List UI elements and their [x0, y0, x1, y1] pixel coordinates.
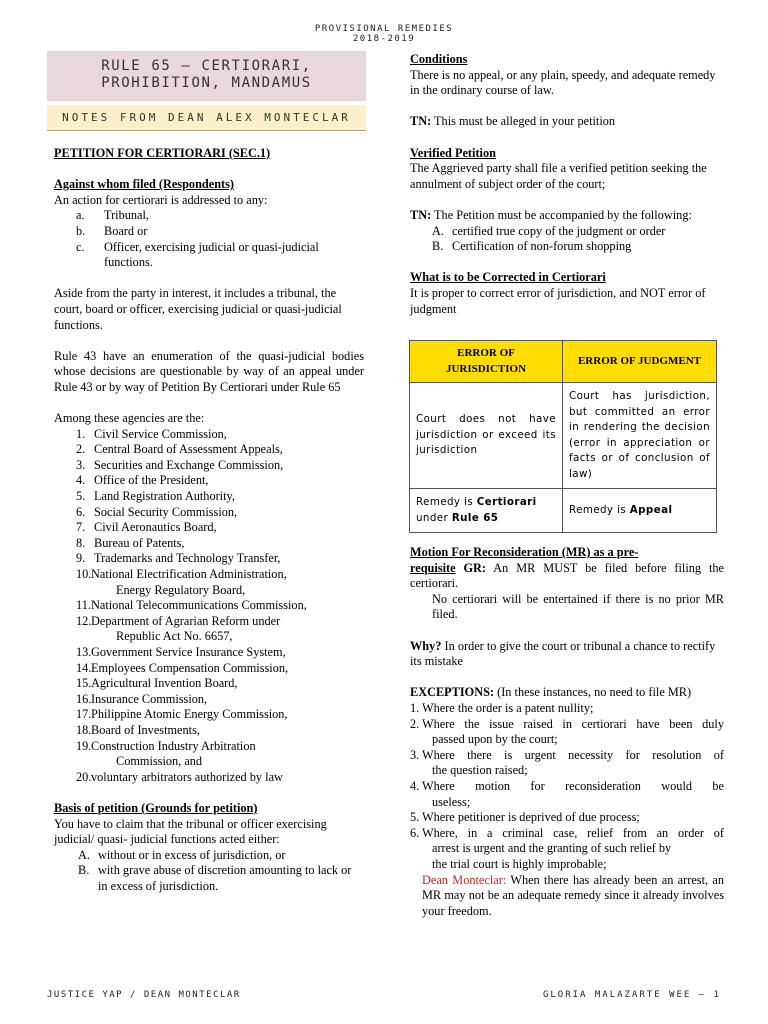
why-note: Why? In order to give the court or tribunal a chance to rectify its mistake — [410, 638, 716, 669]
tn-note-1: TN: This must be alleged in your petition — [410, 114, 616, 129]
list-item: b. Board or — [76, 223, 148, 238]
table-cell: Remedy is Certiorari under Rule 65 — [410, 489, 563, 533]
list-item: 20. voluntary arbitrators authorized by law — [76, 769, 283, 784]
error-comparison-table — [409, 340, 717, 533]
list-item: c. Officer, exercising judicial or quasi-judicial functions. — [76, 239, 319, 270]
list-item: 15. Agricultural Invention Board, — [76, 676, 238, 691]
list-item: 8. Bureau of Patents, — [76, 535, 185, 550]
subtitle-banner: NOTES FROM DEAN ALEX MONTECLAR — [47, 105, 366, 131]
title-banner — [47, 51, 366, 101]
grounds-list — [54, 848, 364, 895]
table-row — [410, 489, 717, 533]
agencies-intro: Among these agencies are the: — [54, 411, 205, 426]
dean-note: Dean Monteclar: When there has already been an arrest, an MR may not be an adequate remedy since it already involves your freedom. — [422, 872, 724, 918]
table-cell: Court does not have jurisdiction or exceed its jurisdiction — [410, 383, 563, 489]
table-cell: Remedy is Appeal — [563, 489, 717, 533]
respondents-list — [54, 208, 364, 270]
mr-note: No certiorari will be entertained if there is no prior MR filed. — [432, 591, 724, 622]
section-heading-corrected: What is to be Corrected in Certiorari — [410, 270, 606, 285]
list-item: 5. Where petitioner is deprived of due process; — [410, 810, 640, 825]
list-item: 1. Civil Service Commission, — [76, 426, 227, 441]
left-column — [54, 146, 364, 895]
tn-note-2: TN: The Petition must be accompanied by the following: — [410, 207, 692, 222]
list-item: B. with grave abuse of discretion amounting to lack or in excess of jurisdiction. — [78, 863, 352, 893]
basis-intro: You have to claim that the tribunal or officer exercising judicial/ quasi- judicial functions acted either: — [54, 816, 327, 847]
list-item: 6. Where, in a criminal case, relief from an order of arrest is urgent and the granting of such relief by the trial court is highly improbable; — [410, 825, 724, 871]
list-item: 10. National Electrification Administration, Energy Regulatory Board, — [76, 567, 287, 597]
table-header-judgment: ERROR OF JUDGMENT — [563, 341, 717, 383]
footer-left: JUSTICE YAP / DEAN MONTECLAR — [47, 990, 241, 1000]
respondents-intro: An action for certiorari is addressed to any: — [54, 192, 268, 207]
paragraph-rule-43: Rule 43 have an enumeration of the quasi-judicial bodies whose decisions are questionable by way of an appeal under Rule 43 or by way of Petition By Certiorari under Rule 65 — [54, 348, 364, 394]
table-header-jurisdiction: ERROR OF JURISDICTION — [410, 341, 563, 383]
running-header — [0, 24, 768, 44]
section-heading-conditions: Conditions — [410, 52, 468, 66]
list-item: 17. Philippine Atomic Energy Commission, — [76, 707, 288, 722]
list-item: 1. Where the order is a patent nullity; — [410, 701, 594, 716]
list-item: 18. Board of Investments, — [76, 722, 200, 737]
section-heading-basis: Basis of petition (Grounds for petition) — [54, 800, 258, 815]
table-row — [410, 383, 717, 489]
title-line-2: PROHIBITION, MANDAMUS — [101, 75, 312, 91]
section-heading-respondents: Against whom filed (Respondents) — [54, 177, 235, 192]
list-item: 11. National Telecommunications Commission, — [76, 598, 307, 613]
header-year: 2018-2019 — [352, 34, 416, 44]
agencies-list — [54, 427, 364, 786]
list-item: 2. Where the issue raised in certiorari have been duly passed upon by the court; — [410, 716, 724, 747]
corrected-text: It is proper to correct error of jurisdiction, and NOT error of judgment — [410, 285, 706, 316]
footer-right: GLORIA MALAZARTE WEE — 1 — [542, 990, 721, 1000]
list-item: 16. Insurance Commission, — [76, 691, 208, 706]
section-heading-petition: PETITION FOR CERTIORARI (SEC.1) — [54, 146, 271, 160]
list-item: 7. Civil Aeronautics Board, — [76, 520, 217, 535]
list-item: 14. Employees Compensation Commission, — [76, 660, 289, 675]
list-item: 3. Where there is urgent necessity for resolution of the question raised; — [410, 747, 724, 778]
mr-heading: Motion For Reconsideration (MR) as a pre- requisite GR: An MR MUST be filed before filing the certiorari. — [410, 545, 724, 591]
section-heading-verified: Verified Petition — [410, 145, 496, 160]
list-item: a. Tribunal, — [76, 208, 149, 223]
exceptions-list — [410, 701, 724, 873]
exceptions-intro: EXCEPTIONS: (In these instances, no need to file MR) — [410, 685, 692, 700]
list-item: 5. Land Registration Authority, — [76, 489, 235, 504]
verified-text: The Aggrieved party shall file a verified petition seeking the annulment of subject order of the court; — [410, 161, 707, 191]
list-item: A. certified true copy of the judgment or order — [432, 223, 666, 238]
list-item: 12. Department of Agrarian Reform under Republic Act No. 6657, — [76, 613, 281, 644]
header-course: PROVISIONAL REMEDIES — [314, 24, 454, 34]
list-item: 4. Where motion for reconsideration would be useless; — [410, 779, 724, 809]
table-cell: Court has jurisdiction, but committed an error in rendering the decision (error in appreciation or facts or of conclusion of law) — [563, 383, 717, 489]
list-item: 2. Central Board of Assessment Appeals, — [76, 442, 283, 457]
list-item: 4. Office of the President, — [76, 473, 209, 488]
title-line-1: RULE 65 – CERTIORARI, — [101, 58, 312, 74]
list-item: A. without or in excess of jurisdiction, or — [78, 847, 286, 862]
list-item: 6. Social Security Commission, — [76, 504, 238, 519]
right-column — [410, 52, 724, 919]
list-item: 19. Construction Industry Arbitration Commission, and — [76, 738, 256, 769]
conditions-text: There is no appeal, or any plain, speedy, and adequate remedy in the ordinary course of law. — [410, 67, 716, 98]
attachments-list — [410, 224, 724, 255]
list-item: 3. Securities and Exchange Commission, — [76, 457, 284, 472]
list-item: B. Certification of non-forum shopping — [432, 239, 632, 254]
paragraph-party-in-interest: Aside from the party in interest, it includes a tribunal, the court, board or officer, exercising judicial or quasi-judicial functions. — [54, 286, 342, 332]
list-item: 9. Trademarks and Technology Transfer, — [76, 551, 281, 566]
list-item: 13. Government Service Insurance System, — [76, 645, 286, 659]
